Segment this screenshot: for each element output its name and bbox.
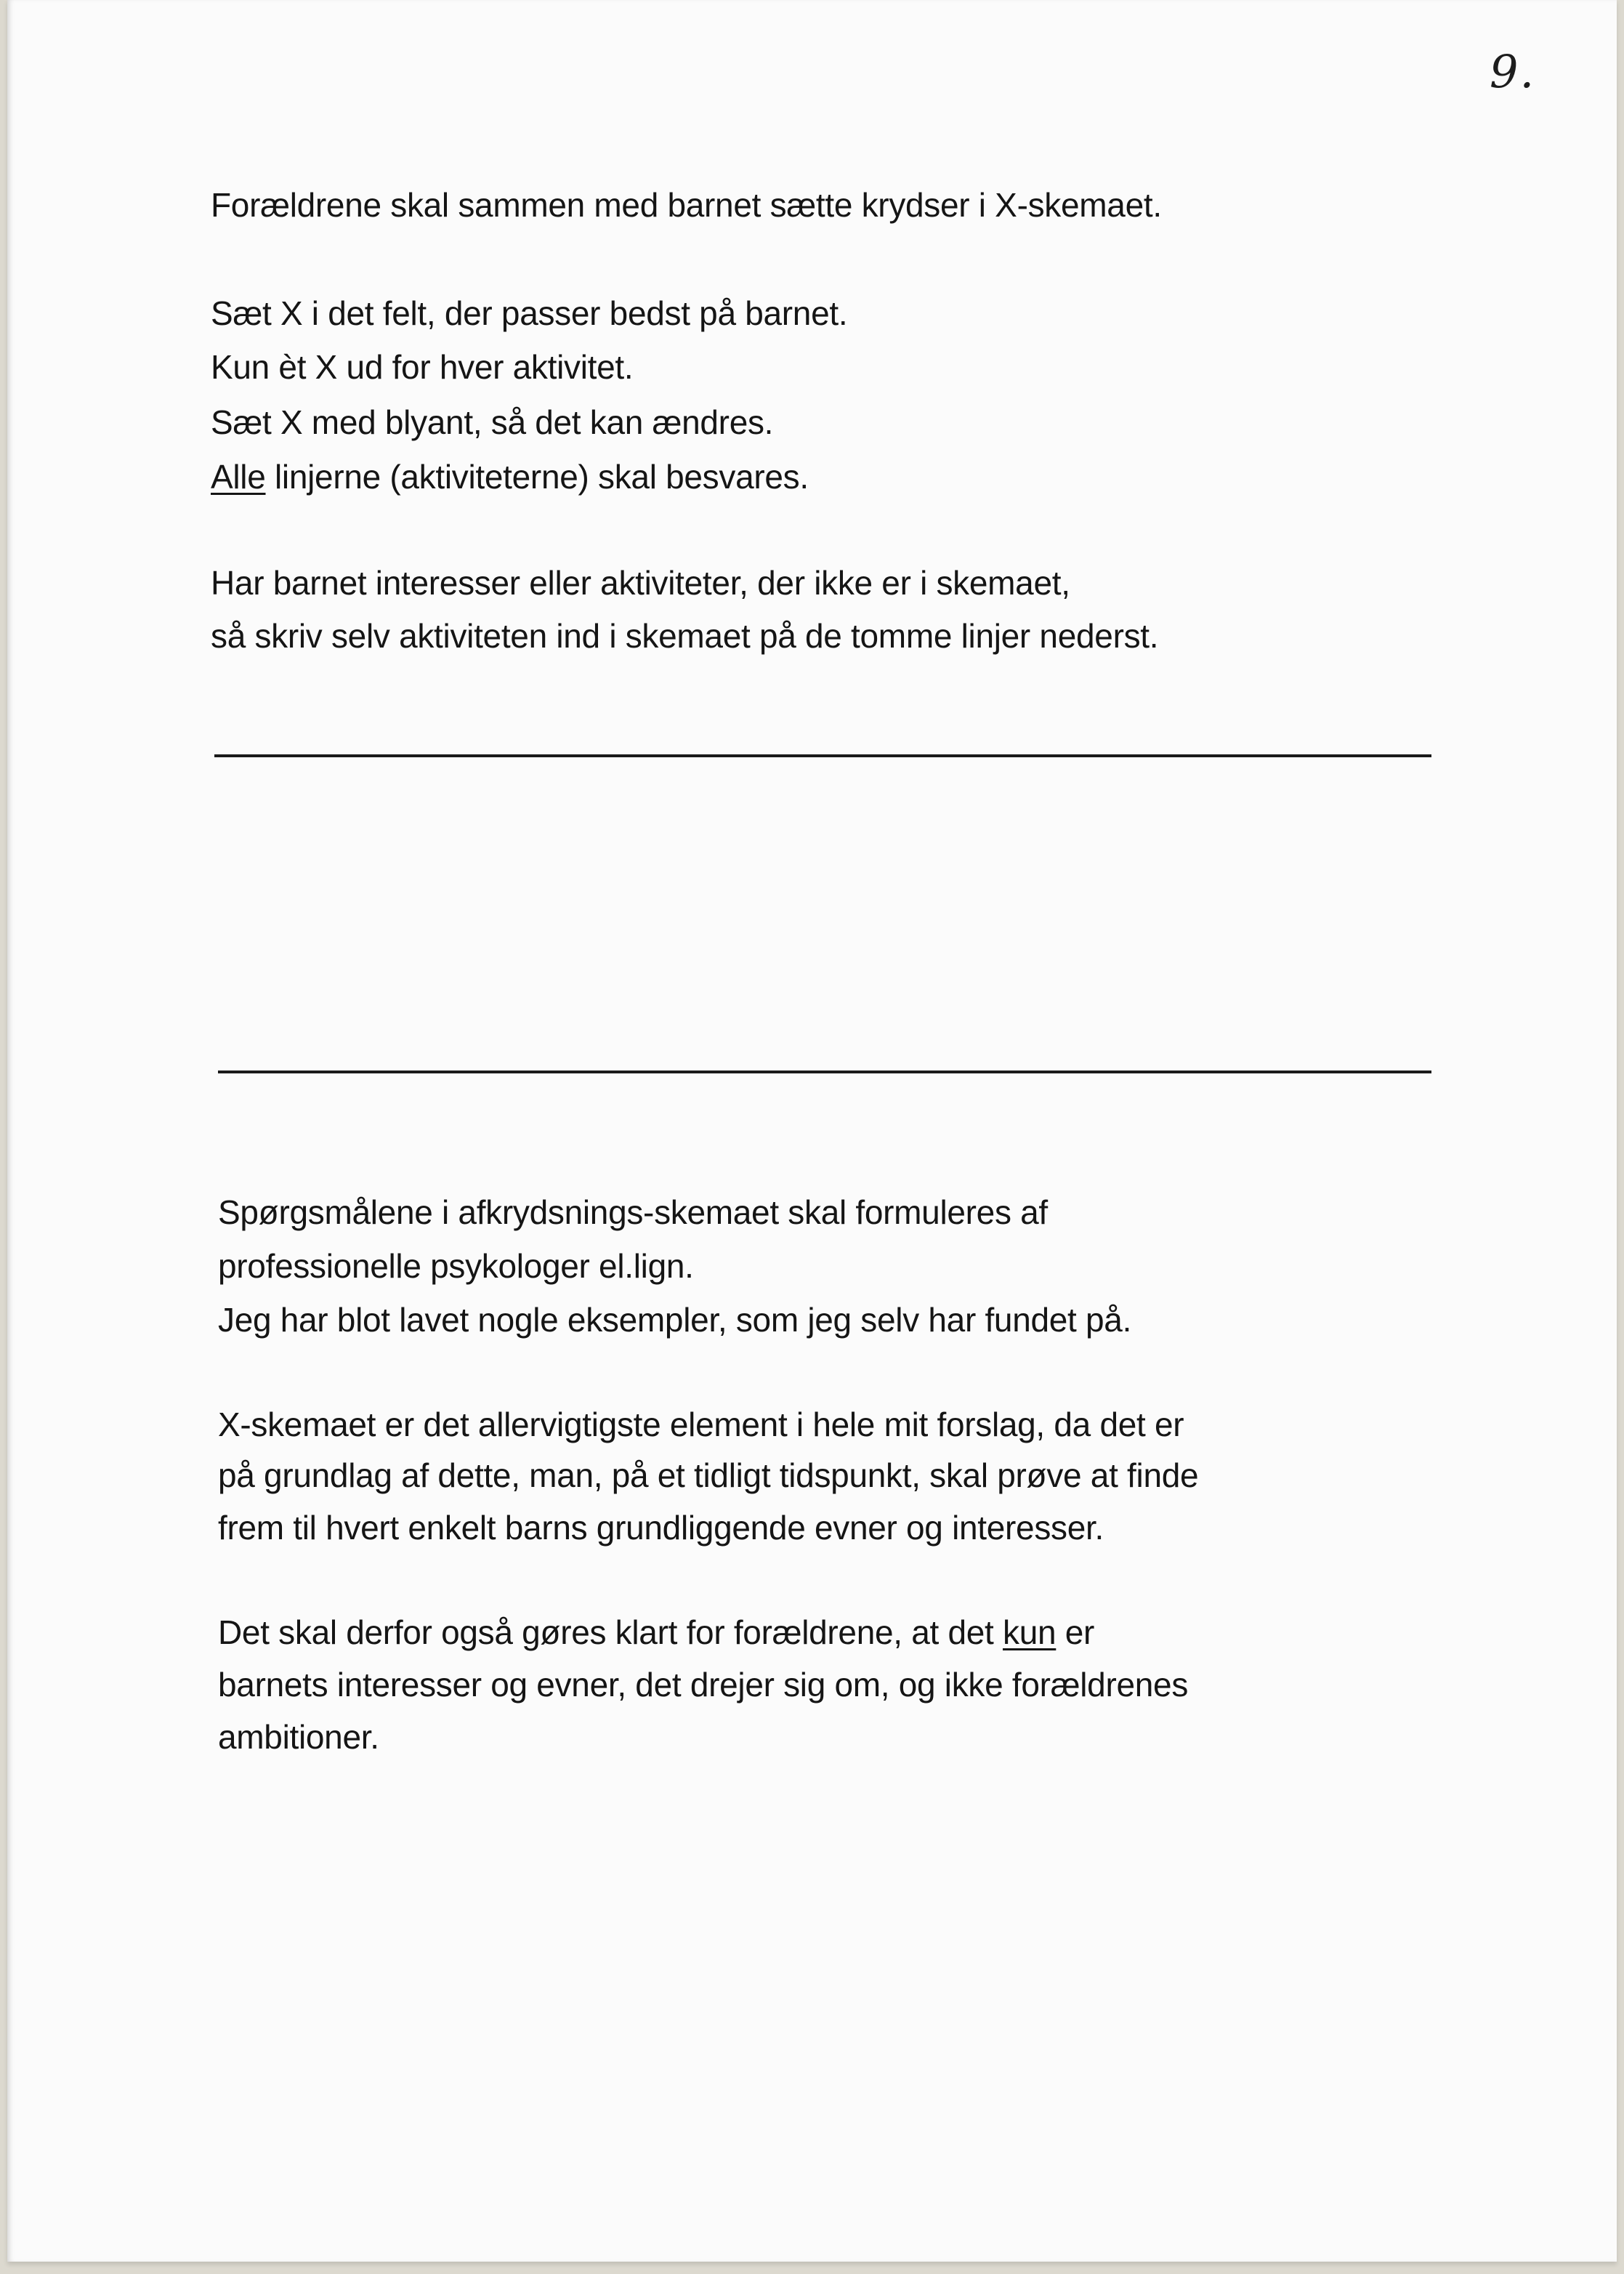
document-page — [7, 0, 1617, 2262]
blank-write-line-2[interactable] — [218, 1071, 1431, 1073]
underlined-word-kun: kun — [1003, 1613, 1057, 1651]
page-number: 9. — [1490, 45, 1536, 98]
instruction-line-1: Sæt X i det felt, der passer bedst på barnet. — [211, 294, 848, 332]
note-questions-line-1: Spørgsmålene i afkrydsnings-skemaet skal formuleres af — [218, 1193, 1048, 1231]
instruction-line-4-rest: linjerne (aktiviteterne) skal besvares. — [265, 458, 809, 496]
note-parents-line-2: barnets interesser og evner, det drejer sig om, og ikke forældrenes — [218, 1666, 1189, 1704]
note-parents-line-1-end: er — [1056, 1613, 1095, 1651]
note-parents-line-1 — [218, 1612, 1094, 1653]
blank-write-line-1[interactable] — [214, 754, 1431, 757]
note-questions-line-3: Jeg har blot lavet nogle eksempler, som jeg selv har fundet på. — [218, 1301, 1132, 1339]
other-interests-line-2: så skriv selv aktiviteten ind i skemaet på de tomme linjer nederst. — [211, 617, 1159, 655]
instruction-line-3: Sæt X med blyant, så det kan ændres. — [211, 403, 774, 441]
note-questions-line-2: professionelle psykologer el.lign. — [218, 1247, 694, 1285]
instruction-line-2: Kun èt X ud for hver aktivitet. — [211, 348, 634, 386]
intro-line: Forældrene skal sammen med barnet sætte krydser i X-skemaet. — [211, 186, 1162, 224]
note-importance-line-1: X-skemaet er det allervigtigste element i hele mit forslag, da det er — [218, 1406, 1184, 1443]
instruction-line-4 — [211, 456, 809, 497]
note-parents-line-3: ambitioner. — [218, 1718, 379, 1756]
underlined-word-alle: Alle — [211, 458, 266, 496]
note-importance-line-2: på grundlag af dette, man, på et tidligt tidspunkt, skal prøve at finde — [218, 1456, 1199, 1494]
other-interests-line-1: Har barnet interesser eller aktiviteter, der ikke er i skemaet, — [211, 564, 1070, 602]
note-parents-line-1-start: Det skal derfor også gøres klart for forældrene, at det — [218, 1613, 1003, 1651]
note-importance-line-3: frem til hvert enkelt barns grundliggende evner og interesser. — [218, 1509, 1104, 1547]
